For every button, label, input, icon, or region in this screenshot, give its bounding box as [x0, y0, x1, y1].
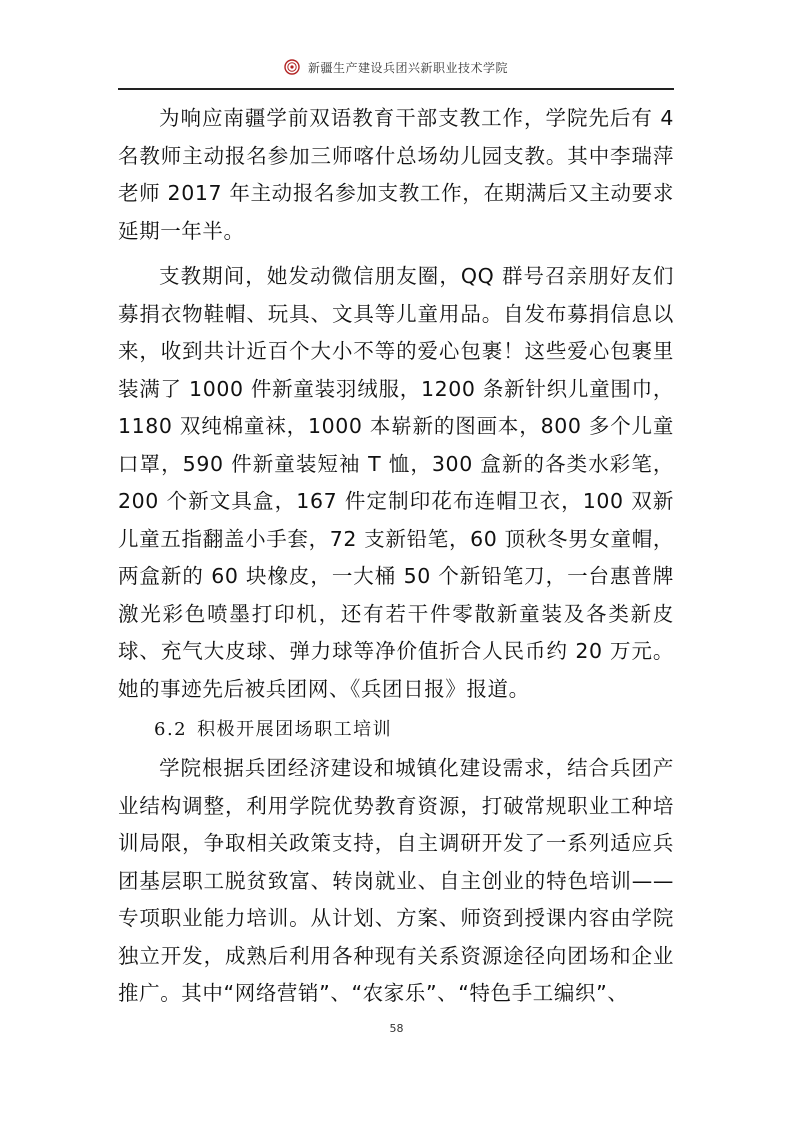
college-emblem-icon: [284, 59, 300, 75]
section-heading: [118, 710, 674, 750]
header-title: 新疆生产建设兵团兴新职业技术学院: [307, 60, 508, 75]
section-title: 积极开展团场职工培训: [197, 719, 393, 740]
paragraph-3: 学院根据兵团经济建设和城镇化建设需求，结合兵团产业结构调整，利用学院优势教育资源，打破常规职业工种培训局限，争取相关政策支持，自主调研开发了一系列适应兵团基层职工脱贫致富、转岗就业、自主创业的特色培训——专项职业能力培训。从计划、方案、师资到授课内容由学院独立开发，成熟后利用各种现有关系资源途径向团场和企业推广。其中“网络营销”、“农家乐”、“特色手工编织”、: [118, 756, 674, 1005]
paragraph-2: 支教期间，她发动微信朋友圈，QQ 群号召亲朋好友们募捐衣物鞋帽、玩具、文具等儿童用品。自发布募捐信息以来，收到共计近百个大小不等的爱心包裹！这些爱心包裹里装满了 1000 件新童装羽绒服，1200 条新针织儿童围巾，1180 双纯棉童袜，1000 本崭新的图画本，800 多个儿童口罩，590 件新童装短袖 T 恤，300 盒新的各类水彩笔，200 个新文具盒，167 件定制印花布连帽卫衣，100 双新儿童五指翻盖小手套，72 支新铅笔，60 顶秋冬男女童帽，两盒新的 60 块橡皮，一大桶 50 个新铅笔刀，一台惠普牌激光彩色喷墨打印机，还有若干件零散新童装及各类新皮球、充气大皮球、弹力球等净价值折合人民币约 20 万元。她的事迹先后被兵团网、《兵团日报》报道。: [118, 264, 674, 701]
paragraph-1: 为响应南疆学前双语教育干部支教工作，学院先后有 4 名教师主动报名参加三师喀什总场幼儿园支教。其中李瑞萍老师 2017 年主动报名参加支教工作，在期满后又主动要求延期一年半。: [118, 106, 674, 243]
page-number: 58: [389, 1022, 404, 1035]
section-number: 6.2: [154, 719, 188, 740]
page-header: [118, 50, 674, 84]
header-divider: [118, 88, 674, 90]
page-content: [118, 100, 674, 1013]
